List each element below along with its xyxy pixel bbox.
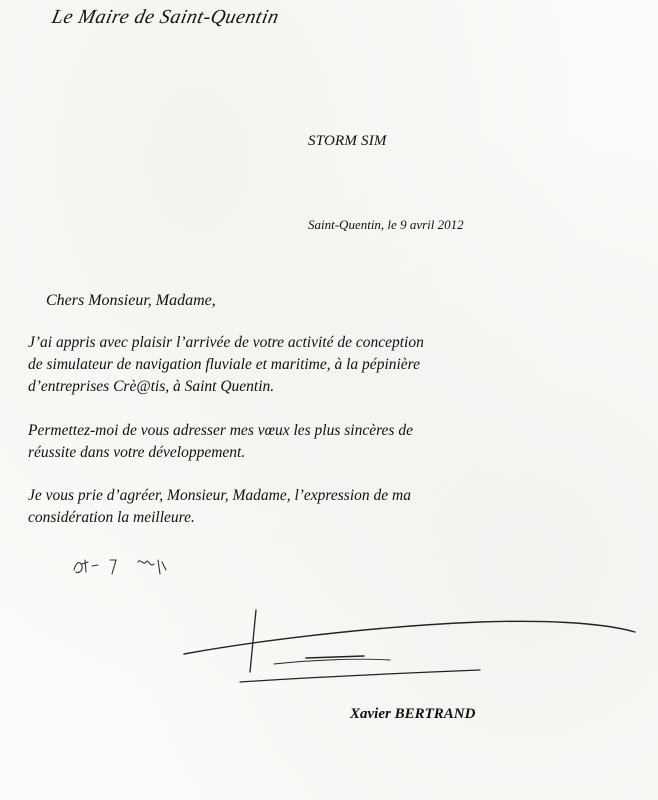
paragraph-3 xyxy=(28,485,518,529)
signature xyxy=(180,600,640,690)
paragraph-2 xyxy=(28,420,518,464)
signatory-name: Xavier BERTRAND xyxy=(350,706,476,722)
salutation: Chers Monsieur, Madame, xyxy=(46,292,216,309)
paragraph-2-line-1: Permettez-moi de vous adresser mes vœux les plus sincères de xyxy=(28,422,413,439)
paragraph-3-line-1: Je vous prie d’agréer, Monsieur, Madame, l’expression de ma xyxy=(28,487,411,504)
paragraph-1 xyxy=(28,332,518,398)
paragraph-2-line-2: réussite dans votre développement. xyxy=(28,444,246,461)
paragraph-3-line-2: considération la meilleure. xyxy=(28,509,195,526)
paragraph-1-line-3: d’entreprises Crè@tis, à Saint Quentin. xyxy=(28,378,275,395)
date-line: Saint-Quentin, le 9 avril 2012 xyxy=(308,217,464,232)
paragraph-1-line-2: de simulateur de navigation fluviale et maritime, à la pépinière xyxy=(28,356,421,373)
handwritten-annotation xyxy=(70,552,180,580)
letterhead-title: Le Maire de Saint-Quentin xyxy=(49,6,282,28)
recipient-name: STORM SIM xyxy=(308,133,387,149)
paragraph-1-line-1: J’ai appris avec plaisir l’arrivée de votre activité de conception xyxy=(28,334,424,351)
